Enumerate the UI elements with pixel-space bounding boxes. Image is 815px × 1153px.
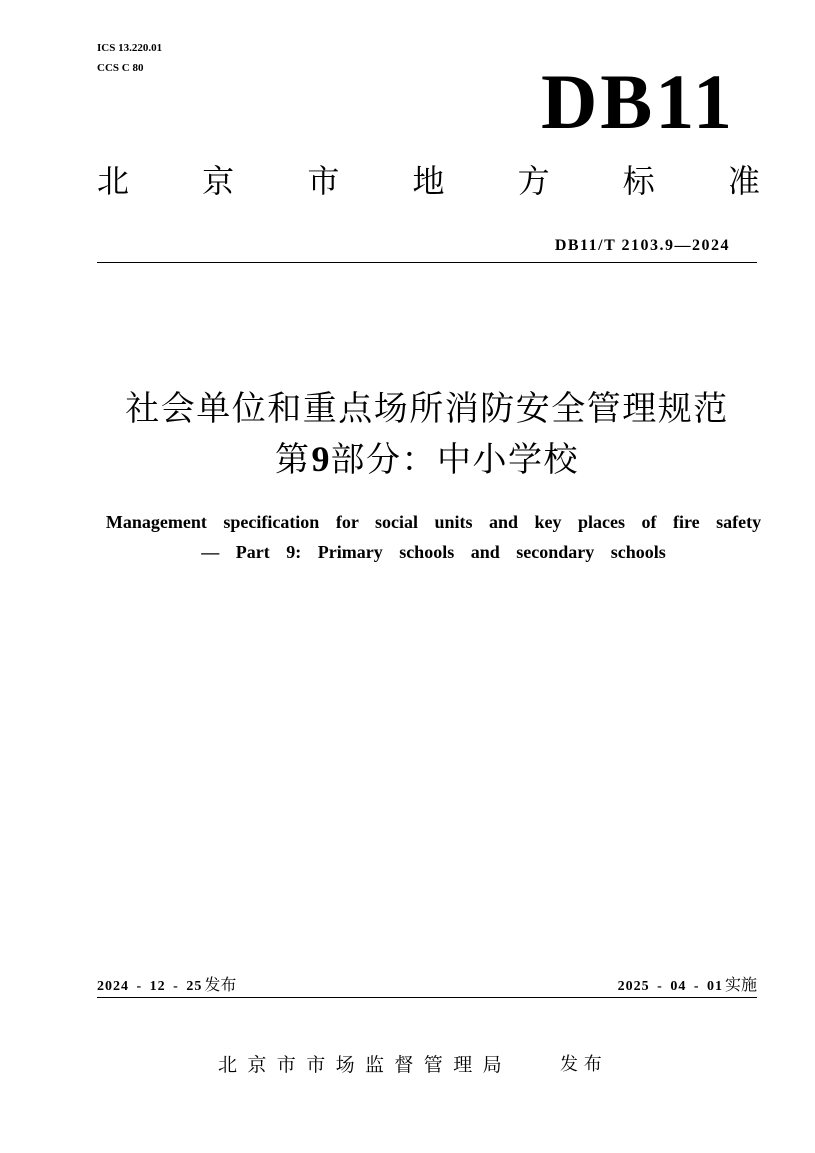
ics-code: ICS 13.220.01 (97, 42, 163, 54)
category-char: 市 (307, 162, 340, 200)
issue-label: 发 布 (560, 1054, 602, 1075)
ccs-code: CCS C 80 (97, 62, 144, 74)
implementation-date-value: 2025 - 04 - 01 (617, 979, 723, 994)
category-char: 京 (202, 162, 235, 200)
category-char: 方 (517, 162, 550, 200)
footer-divider (97, 997, 757, 998)
title-zh-part-prefix: 第 (275, 440, 311, 480)
standard-family-code: DB11 (540, 58, 735, 145)
header-divider (97, 262, 757, 263)
publish-label: 发布 (204, 975, 237, 994)
title-en-line2: — Part 9: Primary schools and secondary schools (201, 542, 666, 562)
publish-date-value: 2024 - 12 - 25 (97, 979, 203, 994)
title-en-line1: Management specification for social units and key places of fire safety (105, 512, 762, 532)
implementation-label: 实施 (724, 975, 757, 994)
standard-category-title (97, 162, 760, 200)
title-zh-line2 (97, 438, 757, 481)
implementation-date (618, 975, 757, 997)
standard-number: DB11/T 2103.9—2024 (554, 237, 730, 254)
category-char: 北 (97, 162, 130, 200)
category-char: 标 (622, 162, 655, 200)
category-char: 地 (412, 162, 445, 200)
title-zh-part-suffix: 部分：中小学校 (330, 440, 579, 480)
category-char: 准 (727, 162, 760, 200)
publish-date (97, 975, 236, 997)
issuing-authority: 北京市市场监督管理局 (218, 1054, 513, 1076)
title-zh-part-number: 9 (311, 439, 330, 479)
title-zh-line1: 社会单位和重点场所消防安全管理规范 (125, 389, 729, 429)
